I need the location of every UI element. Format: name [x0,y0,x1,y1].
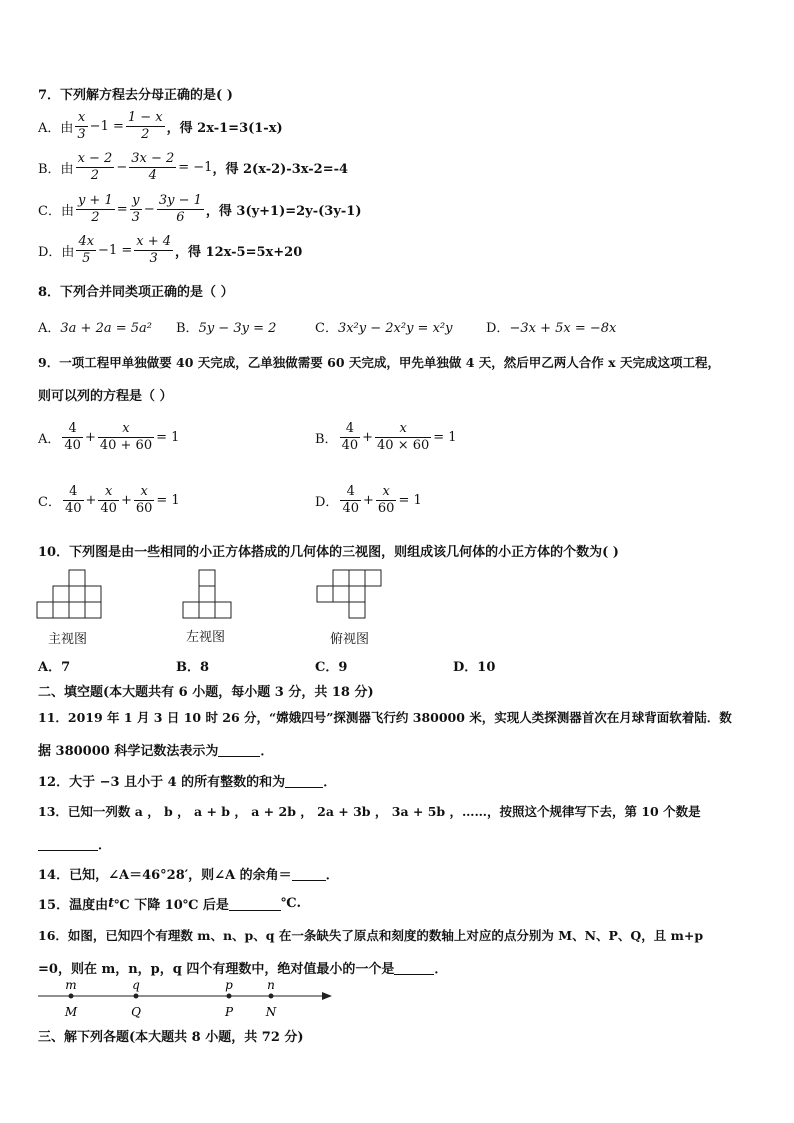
top-view-caption: 俯视图 [330,632,370,647]
q7-stem: 7．下列解方程去分母正确的是( ) [38,88,233,103]
section-3-heading: 三、解下列各题(本大题共 8 小题，共 72 分) [38,1030,304,1045]
fraction: $\frac{x}{40}$ [100,484,117,516]
fraction: $\frac{4}{40}$ [64,421,81,453]
q11-line1: 11．2019 年 1 月 3 日 10 时 26 分，“嫦娥四号”探测器飞行约 380000 米，实现人类探测器首次在月球背面软着陆．数 [38,710,732,725]
fraction: $\frac{1 - x}{2}$ [127,110,163,142]
fraction: $\frac{x}{60}$ [377,484,395,516]
fraction: $\frac{4x}{5}$ [78,234,95,266]
q9-option-c[interactable]: C． $\frac{4}{40}$ + $\frac{x}{40}$ + $\frac{x}{60}$ = 1 [38,484,180,516]
fraction: $\frac{3x - 2}{4}$ [131,151,175,183]
fraction: $\frac{3y - 1}{6}$ [158,193,202,225]
q10-option-c[interactable]: C．9 [315,660,348,675]
q16-line1: 16．如图，已知四个有理数 m、n、p、q 在一条缺失了原点和刻度的数轴上对应的点分别为 M、N、P、Q，且 m+p [38,928,704,943]
q7-option-d[interactable]: D．由 $\frac{4x}{5}$ −1 = $\frac{x + 4}{3}$ ，得 12x-5=5x+20 [38,234,303,266]
answer-blank[interactable] [394,961,434,975]
fraction: $\frac{x + 4}{3}$ [136,234,172,266]
point-top-label: m [65,978,77,992]
q10-option-a[interactable]: A．7 [38,660,71,675]
q9-option-d[interactable]: D． $\frac{4}{40}$ + $\frac{x}{60}$ = 1 [315,484,422,516]
point-bottom-label: Q [131,1005,141,1019]
fraction: $\frac{x - 2}{2}$ [77,151,113,183]
q7-option-a[interactable]: A．由 $\frac{x}{3}$ −1 = $\frac{1 - x}{2}$ ，得 2x-1=3(1-x) [38,110,283,142]
fraction: $\frac{x}{60}$ [135,484,153,516]
front-view-caption: 主视图 [48,632,88,647]
q11-line2: 据 380000 科学记数法表示为 ． [38,744,274,759]
answer-blank[interactable] [229,897,281,911]
left-view-diagram [182,568,234,620]
q9-option-a[interactable]: A． $\frac{4}{40}$ + $\frac{x}{40 + 60}$ = 1 [38,421,180,453]
q13-line2: ． [38,834,111,853]
q13-line1: 13．已知一列数 a ， b ， a + b ， a + 2b ， 2a + 3b ， 3a + 5b ，……，按照这个规律写下去，第 10 个数是 [38,804,701,819]
q14: 14．已知，∠A＝46°28′，则∠A 的余角＝ ． [38,868,339,883]
point-top-label: q [132,978,140,992]
q10-option-d[interactable]: D．10 [453,660,496,675]
q10-option-b[interactable]: B．8 [176,660,210,675]
q8-option-b[interactable]: B．5y − 3y = 2 [176,321,277,336]
q12: 12．大于 −3 且小于 4 的所有整数的和为 ． [38,775,337,790]
fraction: $\frac{4}{40}$ [342,484,359,516]
fraction: $\frac{4}{40}$ [341,421,359,453]
fraction: $\frac{y + 1}{2}$ [77,193,113,225]
arrow-head-icon [322,992,332,1000]
fraction: $\frac{y}{3}$ [131,193,140,225]
number-line-point [227,994,232,999]
q7-option-b[interactable]: B．由 $\frac{x - 2}{2}$ − $\frac{3x - 2}{4}$ = −1 ，得 2(x-2)-3x-2=-4 [38,151,349,183]
q8-option-c[interactable]: C．3x²y − 2x²y = x²y [315,321,453,336]
answer-blank[interactable] [38,837,98,851]
fraction: $\frac{x}{40 \times 60}$ [377,421,430,453]
number-line-point [134,994,139,999]
q10-stem: 10．下列图是由一些相同的小正方体搭成的几何体的三视图，则组成该几何体的小正方体的个数为( ) [38,545,619,560]
number-line-diagram [36,976,336,1022]
q8-stem: 8．下列合并同类项正确的是（ ） [38,285,234,300]
number-line-point [69,994,74,999]
q16-line2: =0，则在 m，n，p，q 四个有理数中，绝对值最小的一个是 ． [38,962,448,977]
point-bottom-label: P [224,1005,234,1019]
fraction: $\frac{x}{3}$ [77,110,86,142]
point-bottom-label: N [265,1005,277,1019]
answer-blank[interactable] [218,743,260,757]
fraction: $\frac{x}{40 + 60}$ [99,421,153,453]
q15: 15．温度由 t ℃ 下降 10℃ 后是 ℃. [38,896,302,913]
number-line-point [269,994,274,999]
point-top-label: n [267,978,275,992]
q9-option-b[interactable]: B． $\frac{4}{40}$ + $\frac{x}{40 \times 60}$ = 1 [315,421,457,453]
q8-option-d[interactable]: D．−3x + 5x = −8x [486,321,617,336]
point-top-label: p [225,978,233,992]
answer-blank[interactable] [292,867,326,881]
section-2-heading: 二、填空题(本大题共有 6 小题，每小题 3 分，共 18 分) [38,685,374,700]
front-view-diagram [36,568,106,620]
q9-stem-line2: 则可以列的方程是（ ） [38,389,173,404]
fraction: $\frac{4}{40}$ [64,484,82,516]
q9-stem-line1: 9．一项工程甲单独做要 40 天完成，乙单独做需要 60 天完成，甲先单独做 4 天，然后甲乙两人合作 x 天完成这项工程， [38,355,720,370]
answer-blank[interactable] [285,774,323,788]
top-view-diagram [316,568,386,620]
q8-option-a[interactable]: A．3a + 2a = 5a² [38,321,152,336]
q7-option-c[interactable]: C．由 $\frac{y + 1}{2}$ = $\frac{y}{3}$ − $\frac{3y - 1}{6}$ ，得 3(y+1)=2y-(3y-1) [38,193,362,225]
left-view-caption: 左视图 [186,630,226,645]
point-bottom-label: M [64,1005,78,1019]
